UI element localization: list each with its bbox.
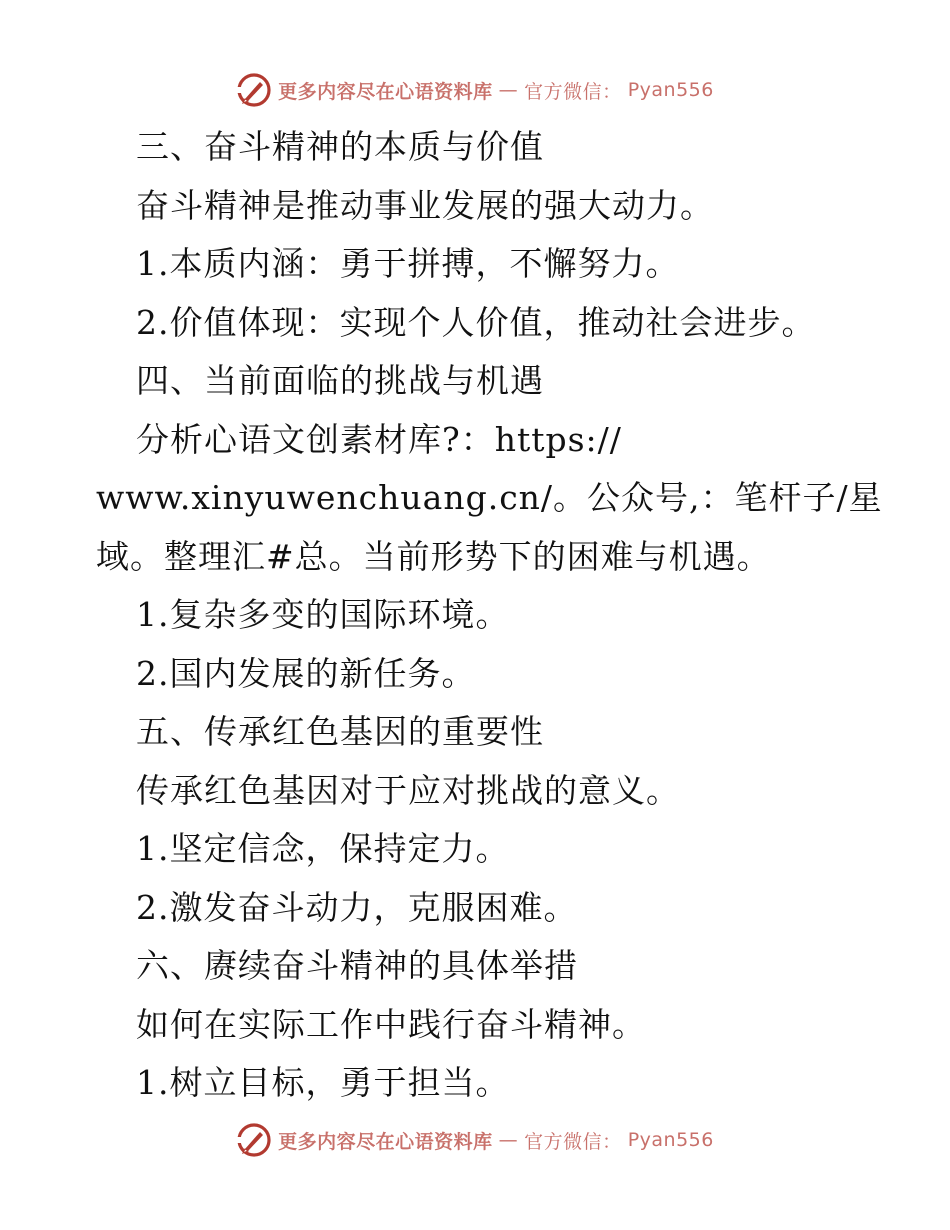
wechat-id: Pyan556: [627, 1129, 714, 1151]
header-watermark: [0, 70, 950, 110]
wechat-id: Pyan556: [627, 79, 714, 101]
paragraph-continued: www.xinyuwenchuang.cn/。公众号,：笔杆子/星: [96, 478, 883, 517]
brand-text: 更多内容尽在心语资料库: [278, 1130, 493, 1153]
paragraph: 传承红色基因对于应对挑战的意义。: [136, 770, 680, 810]
list-item: 1.坚定信念，保持定力。: [136, 829, 510, 868]
official-wechat-label: 官方微信：: [524, 80, 622, 103]
brand-dash: —: [498, 79, 519, 101]
document-body: [96, 118, 883, 1113]
paragraph: 分析心语文创素材库?：https://: [136, 419, 622, 459]
section-heading-5: 五、传承红色基因的重要性: [136, 712, 544, 751]
section-heading-3: 三、奋斗精神的本质与价值: [136, 127, 544, 166]
pen-logo-icon: [236, 72, 272, 108]
list-item: 2.国内发展的新任务。: [136, 653, 476, 693]
brand-text: 更多内容尽在心语资料库: [278, 80, 493, 103]
pen-logo-icon: [236, 1122, 272, 1158]
official-wechat-label: 官方微信：: [524, 1130, 622, 1153]
brand-dash: —: [498, 1129, 519, 1151]
footer-watermark: [0, 1120, 950, 1160]
list-item: 1.本质内涵：勇于拼搏，不懈努力。: [136, 244, 680, 283]
list-item: 1.复杂多变的国际环境。: [136, 595, 510, 634]
paragraph: 如何在实际工作中践行奋斗精神。: [136, 1004, 646, 1044]
list-item: 1.树立目标，勇于担当。: [136, 1063, 510, 1102]
section-heading-4: 四、当前面临的挑战与机遇: [136, 361, 544, 400]
section-heading-6: 六、赓续奋斗精神的具体举措: [136, 946, 578, 985]
list-item: 2.价值体现：实现个人价值，推动社会进步。: [136, 302, 816, 342]
paragraph-continued: 域。整理汇#总。当前形势下的困难与机遇。: [96, 536, 771, 576]
list-item: 2.激发奋斗动力，克服困难。: [136, 887, 578, 927]
paragraph: 奋斗精神是推动事业发展的强大动力。: [136, 185, 714, 225]
